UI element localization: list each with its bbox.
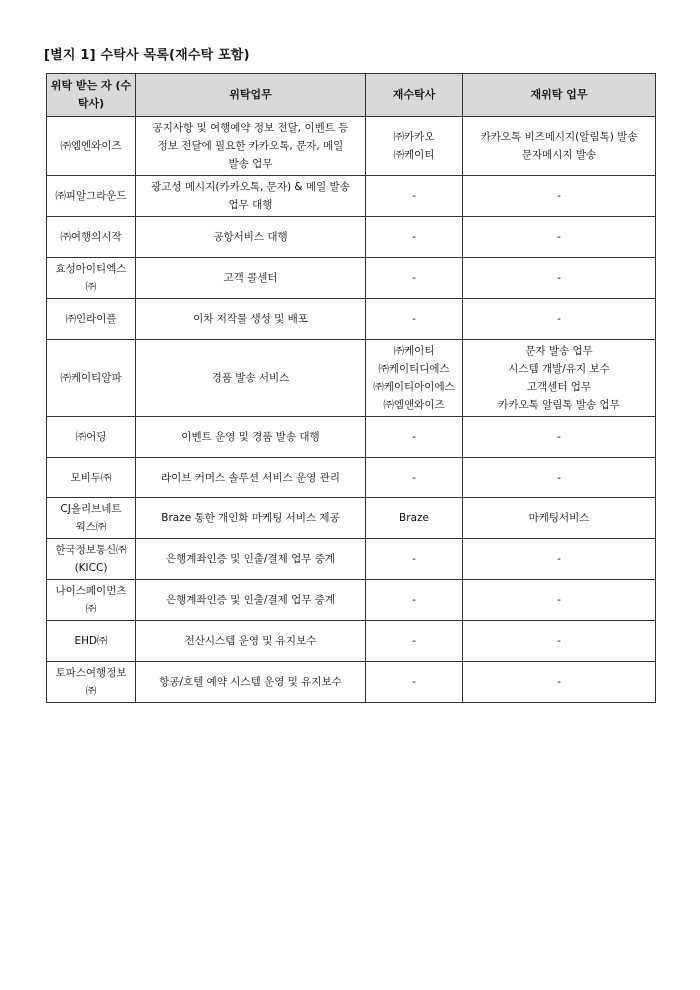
table-row — [47, 299, 656, 340]
header-subcontractor: 재수탁사 — [366, 74, 463, 117]
cell-subtask — [463, 539, 656, 580]
cell-line: - — [557, 594, 561, 606]
cell-task — [136, 417, 366, 458]
cell-subcontractor — [366, 299, 463, 340]
subcontractor-table — [46, 73, 656, 703]
cell-line: 경품 발송 서비스 — [211, 372, 290, 384]
cell-line: - — [412, 431, 416, 443]
page-title: [별지 1] 수탁사 목록(재수탁 포함) — [44, 48, 250, 63]
cell-line: - — [557, 431, 561, 443]
cell-subcontractor — [366, 621, 463, 662]
cell-line: 공항서비스 대행 — [213, 231, 288, 243]
cell-line: - — [412, 676, 416, 688]
cell-task — [136, 580, 366, 621]
cell-line: 시스템 개발/유지 보수 — [508, 363, 610, 375]
cell-line: 전산시스템 운영 및 유지보수 — [184, 635, 317, 647]
cell-subcontractor — [366, 662, 463, 703]
cell-line: 은행계좌인증 및 인출/결제 업무 중계 — [165, 594, 336, 606]
table-row — [47, 417, 656, 458]
cell-line: ㈜ — [85, 685, 97, 697]
cell-line: 마케팅서비스 — [528, 512, 590, 524]
cell-task — [136, 340, 366, 417]
cell-line: 토파스여행정보 — [55, 667, 127, 679]
cell-line: ㈜케이티 — [393, 149, 435, 161]
cell-line: ㈜인라이플 — [65, 313, 117, 325]
cell-company — [47, 498, 136, 539]
cell-line: - — [557, 313, 561, 325]
cell-line: 항공/호텔 예약 시스템 운영 및 유지보수 — [159, 676, 342, 688]
table-row — [47, 458, 656, 498]
cell-line: 카카오톡 알림톡 발송 업무 — [498, 399, 620, 411]
table-row — [47, 539, 656, 580]
cell-subtask — [463, 580, 656, 621]
cell-line: - — [557, 676, 561, 688]
cell-line: 문자메시지 발송 — [521, 149, 597, 161]
cell-company — [47, 117, 136, 176]
cell-line: CJ올리브네트 — [60, 503, 122, 515]
cell-line: - — [557, 635, 561, 647]
cell-line: ㈜ — [85, 281, 97, 293]
cell-subcontractor — [366, 176, 463, 217]
cell-line: Braze — [399, 512, 429, 524]
cell-company — [47, 217, 136, 258]
cell-line: ㈜ — [85, 603, 97, 615]
cell-subtask — [463, 217, 656, 258]
cell-line: 업무 대행 — [228, 199, 273, 211]
cell-line: Braze 통한 개인화 마케팅 서비스 제공 — [161, 512, 340, 524]
cell-line: 이차 저작물 생성 및 배포 — [193, 313, 308, 325]
cell-line: ㈜엠앤와이즈 — [383, 399, 445, 411]
table-row — [47, 621, 656, 662]
cell-line: ㈜여행의시작 — [60, 231, 122, 243]
cell-company — [47, 258, 136, 299]
cell-line: 고객센터 업무 — [526, 381, 592, 393]
cell-line: - — [412, 635, 416, 647]
cell-line: 모비두㈜ — [70, 471, 112, 484]
cell-line: 문자 발송 업무 — [525, 345, 593, 357]
cell-task — [136, 176, 366, 217]
cell-subcontractor — [366, 580, 463, 621]
cell-line: ㈜케이티알파 — [60, 372, 122, 384]
cell-subcontractor — [366, 258, 463, 299]
table-row — [47, 117, 656, 176]
cell-task — [136, 217, 366, 258]
cell-subcontractor — [366, 498, 463, 539]
cell-subcontractor — [366, 539, 463, 580]
cell-line: - — [557, 190, 561, 202]
cell-line: ㈜어딩 — [75, 431, 107, 443]
cell-line: - — [412, 190, 416, 202]
cell-subcontractor — [366, 417, 463, 458]
cell-company — [47, 458, 136, 498]
cell-line: 광고성 메시지(카카오톡, 문자) & 메일 발송 — [151, 181, 350, 193]
cell-line: - — [412, 272, 416, 284]
cell-line: EHD㈜ — [74, 635, 108, 647]
cell-company — [47, 299, 136, 340]
cell-task — [136, 539, 366, 580]
cell-line: ㈜카카오 — [393, 131, 435, 143]
header-company: 위탁 받는 자 (수탁사) — [47, 74, 136, 117]
cell-line: 나이스페이먼츠 — [55, 585, 127, 597]
cell-task — [136, 662, 366, 703]
cell-company — [47, 580, 136, 621]
cell-line: 고객 콜센터 — [223, 272, 278, 284]
cell-line: 은행계좌인증 및 인출/결제 업무 중계 — [165, 553, 336, 565]
cell-task — [136, 258, 366, 299]
table-body — [47, 117, 656, 703]
cell-line: - — [412, 553, 416, 565]
cell-line: - — [412, 231, 416, 243]
cell-task — [136, 117, 366, 176]
cell-line: 공지사항 및 여행예약 정보 전달, 이벤트 등 — [152, 122, 349, 134]
cell-line: - — [412, 471, 416, 484]
table-row — [47, 580, 656, 621]
cell-subtask — [463, 117, 656, 176]
table-row — [47, 498, 656, 539]
table-row — [47, 176, 656, 217]
table-row — [47, 662, 656, 703]
cell-company — [47, 417, 136, 458]
cell-task — [136, 458, 366, 498]
cell-line: ㈜케이티 — [393, 345, 435, 357]
cell-subcontractor — [366, 117, 463, 176]
header-subtask: 재위탁 업무 — [463, 74, 656, 117]
cell-line: 정보 전달에 필요한 카카오톡, 문자, 메일 — [157, 140, 344, 152]
cell-line: ㈜피알그라운드 — [55, 190, 127, 202]
cell-task — [136, 299, 366, 340]
cell-company — [47, 340, 136, 417]
cell-line: ㈜케이티디에스 — [378, 363, 450, 375]
cell-line: (KICC) — [74, 562, 108, 574]
cell-line: - — [557, 272, 561, 284]
cell-subtask — [463, 458, 656, 498]
cell-line: 한국정보통신㈜ — [55, 544, 127, 556]
cell-line: 이벤트 운영 및 경품 발송 대행 — [181, 431, 320, 443]
cell-subcontractor — [366, 458, 463, 498]
cell-subtask — [463, 340, 656, 417]
cell-subtask — [463, 258, 656, 299]
cell-line: - — [412, 594, 416, 606]
cell-line: - — [557, 553, 561, 565]
cell-company — [47, 176, 136, 217]
cell-subtask — [463, 176, 656, 217]
header-task: 위탁업무 — [136, 74, 366, 117]
cell-company — [47, 539, 136, 580]
cell-line: 효성아이티엑스 — [55, 263, 127, 275]
cell-line: 발송 업무 — [228, 158, 273, 170]
cell-company — [47, 662, 136, 703]
cell-subtask — [463, 299, 656, 340]
table-header-row — [47, 74, 656, 117]
cell-company — [47, 621, 136, 662]
cell-task — [136, 498, 366, 539]
cell-subtask — [463, 662, 656, 703]
table-row — [47, 340, 656, 417]
cell-subtask — [463, 621, 656, 662]
table-row — [47, 258, 656, 299]
table-row — [47, 217, 656, 258]
cell-subcontractor — [366, 217, 463, 258]
cell-task — [136, 621, 366, 662]
cell-subtask — [463, 498, 656, 539]
cell-line: - — [557, 471, 561, 484]
cell-line: - — [557, 231, 561, 243]
cell-line: - — [412, 313, 416, 325]
cell-line: 웍스㈜ — [75, 521, 107, 533]
cell-line: ㈜케이티아이에스 — [373, 381, 455, 393]
cell-line: 라이브 커머스 솔루션 서비스 운영 관리 — [161, 471, 340, 484]
cell-subcontractor — [366, 340, 463, 417]
cell-subtask — [463, 417, 656, 458]
cell-line: 카카오톡 비즈메시지(알림톡) 발송 — [480, 131, 638, 143]
cell-line: ㈜엠엔와이즈 — [60, 140, 122, 152]
